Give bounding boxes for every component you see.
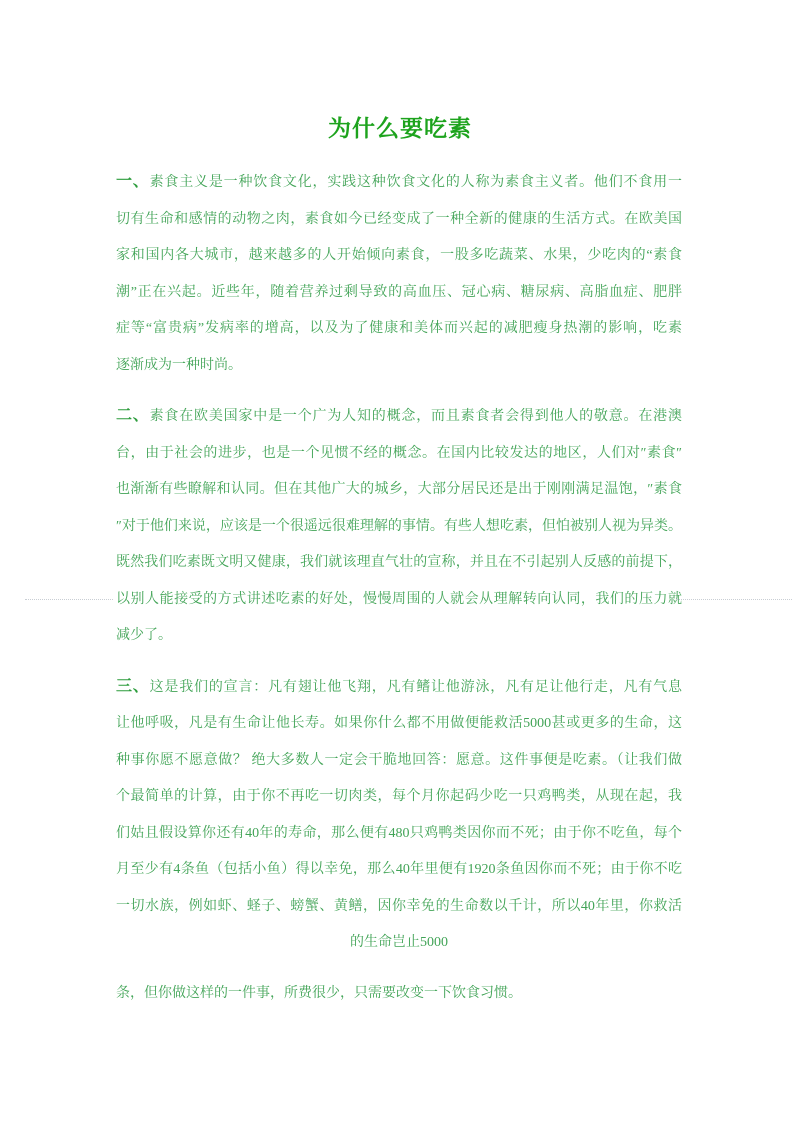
text-line: 也渐渐有些瞭解和认同。但在其他广大的城乡，大部分居民还是出于刚刚满足温饱，″素食: [116, 482, 682, 497]
text-line: [116, 669, 682, 707]
dotted-margin-line-right: [676, 599, 792, 600]
text-line: 以别人能接受的方式讲述吃素的好处，慢慢周围的人就会从理解转向认同，我们的压力就: [116, 591, 682, 607]
text-line: 的生命岂止5000: [350, 935, 448, 950]
text-line: [116, 164, 682, 202]
text-line: 减少了。: [116, 628, 172, 643]
paragraph-1-marker: 一、: [116, 173, 150, 190]
text-line: 们姑且假设算你还有40年的寿命，那么便有480只鸡鸭类因你而不死；由于你不吃鱼，每个: [116, 825, 682, 841]
text-line: 月至少有4条鱼（包括小鱼）得以幸免，那么40年里便有1920条鱼因你而不死；由于你不吃: [116, 862, 682, 877]
text-line: 一切水族，例如虾、蛏子、螃蟹、黄鳝，因你幸免的生命数以千计，所以40年里，你救活: [116, 898, 682, 914]
text-line: 让他呼吸，凡是有生命让他长寿。如果你什么都不用做便能救活5000甚或更多的生命，这: [116, 716, 682, 731]
text-line-content: 素食在欧美国家中是一个广为人知的概念，而且素食者会得到他人的敬意。在港澳: [149, 409, 682, 424]
dotted-margin-line-left: [25, 599, 113, 600]
text-line: 个最简单的计算，由于你不再吃一切肉类，每个月你起码少吃一只鸡鸭类，从现在起，我: [116, 789, 682, 804]
text-line: 症等“富贵病”发病率的增高，以及为了健康和美体而兴起的减肥瘦身热潮的影响，吃素: [116, 321, 682, 336]
paragraph-2-marker: 二、: [116, 407, 150, 424]
text-line: 条，但你做这样的一件事，所费很少，只需要改变一下饮食习惯。: [116, 985, 522, 1001]
paragraph-4: [116, 976, 682, 1013]
text-line: [116, 398, 682, 436]
paragraph-1: [116, 164, 682, 384]
document-body: [116, 164, 682, 1012]
text-line-content: 这是我们的宣言：凡有翅让他飞翔，凡有鳍让他游泳，凡有足让他行走，凡有气息: [149, 679, 682, 695]
paragraph-3: [116, 669, 682, 962]
text-line: ″对于他们来说，应该是一个很遥远很难理解的事情。有些人想吃素，但怕被别人视为异类。: [116, 518, 682, 534]
document-title: 为什么要吃素: [328, 116, 472, 142]
text-line: 潮”正在兴起。近些年，随着营养过剩导致的高血压、冠心病、糖尿病、高脂血症、肥胖: [116, 284, 682, 300]
text-line: 种事你愿不愿意做？ 绝大多数人一定会干脆地回答：愿意。这件事便是吃素。（让我们做: [116, 752, 682, 768]
text-line-content: 素食主义是一种饮食文化，实践这种饮食文化的人称为素食主义者。他们不食用一: [149, 175, 682, 190]
text-line: 家和国内各大城市，越来越多的人开始倾向素食，一股多吃蔬菜、水果，少吃肉的“素食: [116, 248, 682, 263]
text-line: 既然我们吃素既文明又健康，我们就该理直气壮的宣称，并且在不引起别人反感的前提下，: [116, 555, 682, 570]
paragraph-2: [116, 398, 682, 655]
text-line: 逐渐成为一种时尚。: [116, 357, 242, 373]
text-line: 台，由于社会的进步，也是一个见惯不经的概念。在国内比较发达的地区，人们对″素食″: [116, 445, 682, 461]
paragraph-3-marker: 三、: [116, 677, 150, 695]
text-line: 切有生命和感情的动物之肉，素食如今已经变成了一种全新的健康的生活方式。在欧美国: [116, 211, 682, 227]
